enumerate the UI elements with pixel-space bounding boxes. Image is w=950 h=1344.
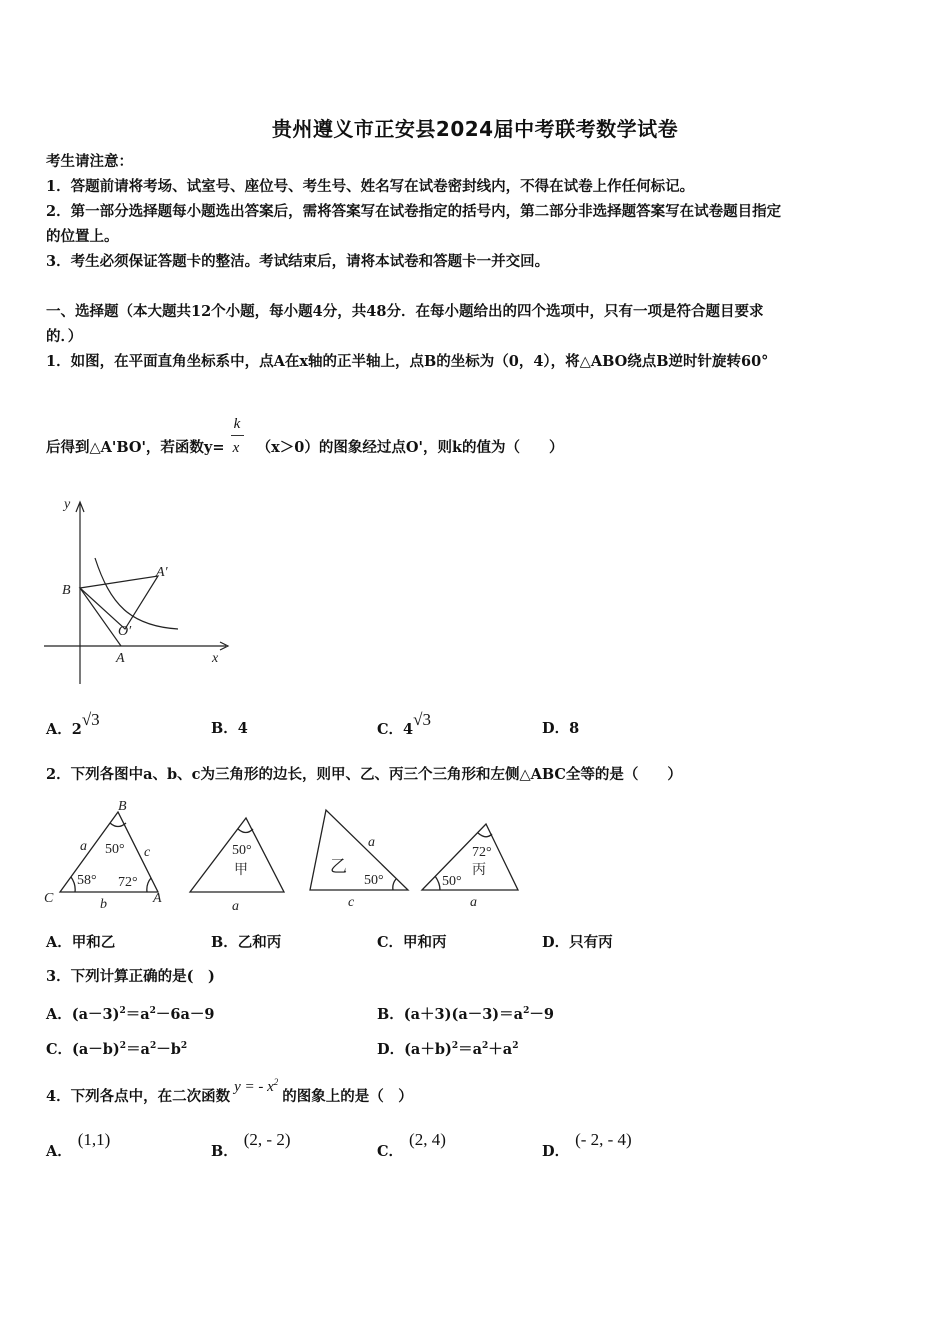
q4-option-d-point: (- 2, - 4) [575,1130,632,1149]
abc-angle-A: 72° [118,875,138,890]
notice-item-1: 1．答题前请将考场、试室号、座位号、考生号、姓名写在试卷密封线内，不得在试卷上作任何标记。 [46,178,695,195]
q4-stem-post: 的图象上的是（ ） [282,1088,413,1105]
q1-option-a-label: A．2 [46,721,82,738]
q1-coordinate-figure [40,494,240,694]
q3-b-pre: B．(a＋3)(a－3)＝a [377,1005,524,1023]
q4-option-a-point: (1,1) [77,1130,111,1149]
q3-c-post: －b [156,1040,181,1058]
bing-angle-50: 50° [442,874,462,889]
q4-option-b[interactable] [211,1130,291,1162]
abc-angle-B: 50° [105,842,125,857]
page-title: 贵州遵义市正安县2024届中考联考数学试卷 [271,117,679,141]
q1-option-a[interactable] [46,710,100,740]
q3-d-post: ＋a [488,1040,513,1058]
angle-arc-bing-50 [435,876,440,890]
label-B: B [62,583,71,598]
q4-option-a[interactable] [46,1130,111,1162]
bing-angle-72: 72° [472,845,492,860]
notice-item-2: 2．第一部分选择题每小题选出答案后，需将答案写在试卷指定的括号内，第二部分非选择题答案写在试卷题目指定 [46,203,782,220]
q3-c-pre: C．(a－b) [46,1040,120,1058]
q3-option-b[interactable] [377,1001,554,1025]
jia-side-a: a [232,899,239,914]
q4-stem-pre: 4．下列各点中，在二次函数 [46,1088,231,1105]
abc-label-c: c [144,845,151,860]
abc-label-C: C [44,891,54,906]
q4-stem [46,1077,413,1107]
abc-label-B: B [118,799,127,814]
section-heading: 一、选择题（本大题共12个小题，每小题4分，共48分．在每小题给出的四个选项中，只有一项是符合题目要求 [46,303,764,320]
label-x: x [212,651,219,666]
q1-fraction [230,416,246,458]
q3-b-sup: 2 [523,1006,530,1016]
bing-name: 丙 [472,863,486,878]
q4-option-c-label: C． [377,1143,404,1160]
q4-option-c[interactable] [377,1130,446,1162]
q3-d-mid: ＝a [458,1040,483,1058]
q3-a-post: －6a－9 [155,1005,215,1023]
angle-arc-A [147,878,151,892]
angle-arc-jia [238,829,253,833]
q1-stem-post: （x＞0）的图象经过点O'，则k的值为（ ） [256,439,564,456]
q1-frac-bar [231,435,244,436]
angle-arc-bing-72 [478,833,492,837]
q1-option-a-radical: √3 [81,710,100,729]
q3-d-sup2: 2 [482,1041,489,1051]
q3-a-mid: ＝a [125,1005,150,1023]
abc-label-a: a [80,839,87,854]
jia-angle: 50° [232,843,252,858]
abc-label-A: A [153,891,162,906]
q1-option-d-label: D．8 [542,720,580,737]
label-A: A [116,651,125,666]
q1-stem-cont [46,416,564,458]
q3-option-d[interactable] [377,1036,518,1060]
q3-option-c[interactable] [46,1036,187,1060]
q1-option-d[interactable] [542,719,579,739]
q1-option-b-label: B．4 [211,720,248,737]
yi-angle: 50° [364,873,384,888]
q3-a-pre: A．(a－3) [46,1005,120,1023]
yi-side-a: a [368,835,375,850]
label-O-prime: O′ [118,624,132,639]
yi-name: 乙 [330,857,347,876]
angle-arc-yi [393,879,396,890]
q3-d-sup3: 2 [512,1041,519,1051]
label-y: y [64,497,71,512]
notice-item-3: 3．考生必须保证答题卡的整洁。考试结束后，请将本试卷和答题卡一并交回。 [46,253,550,270]
q4-func-text: y = - x [234,1079,274,1095]
q3-d-pre: D．(a＋b) [377,1040,452,1058]
yi-side-c: c [348,895,355,910]
q2-option-b[interactable]: B．乙和丙 [211,934,282,951]
q4-option-b-label: B． [211,1143,238,1160]
triangle-yi [310,810,408,890]
q3-c-sup2: 2 [149,1041,157,1051]
q1-option-c-label: C．4 [377,721,414,738]
q3-a-sup1: 2 [119,1006,126,1016]
jia-name: 甲 [234,863,248,878]
section-heading-cont: 的．） [46,328,83,345]
q1-frac-num: k [233,416,241,432]
bing-side-a: a [470,895,477,910]
q4-option-c-point: (2, 4) [409,1130,446,1149]
abc-label-b: b [100,897,107,912]
q3-d-sup1: 2 [451,1041,459,1051]
q3-stem: 3．下列计算正确的是( ) [46,968,215,985]
angle-arc-C [71,877,75,892]
q4-option-b-point: (2, - 2) [243,1130,291,1149]
q1-option-b[interactable] [211,719,248,739]
q1-option-c[interactable] [377,710,431,740]
q3-c-sup1: 2 [119,1041,127,1051]
q2-option-c[interactable]: C．甲和丙 [377,934,447,951]
q1-stem-pre: 后得到△A'BO'，若函数y= [46,439,225,456]
q1-stem: 1．如图，在平面直角坐标系中，点A在x轴的正半轴上，点B的坐标为（0，4），将△ABO绕点B逆时针旋转60° [46,353,769,370]
q4-option-a-label: A． [46,1143,72,1160]
segment-BA [80,588,121,646]
notice-heading: 考生请注意： [46,153,133,170]
notice-item-2-cont: 的位置上。 [46,228,119,245]
q3-c-mid: ＝a [126,1040,150,1058]
abc-angle-C: 58° [77,873,97,888]
q2-option-d[interactable]: D．只有丙 [542,934,613,951]
q3-b-post: －9 [529,1005,554,1023]
q4-func-sup: 2 [273,1077,279,1087]
q3-c-sup3: 2 [180,1041,188,1051]
q3-option-a[interactable] [46,1001,214,1025]
label-A-prime: A′ [156,565,168,580]
q1-option-c-radical: √3 [413,710,431,729]
q3-a-sup2: 2 [149,1006,156,1016]
q4-function [234,1079,278,1095]
triangle-bing [422,824,518,890]
q1-frac-den: x [232,440,240,456]
q2-option-a[interactable]: A．甲和乙 [46,934,116,951]
q2-triangles-figure [40,796,530,916]
q4-option-d[interactable] [542,1130,632,1162]
triangle-A-prime-B-O-prime [80,576,158,629]
q4-option-d-label: D． [542,1143,570,1160]
q2-stem: 2．下列各图中a、b、c为三角形的边长，则甲、乙、丙三个三角形和左侧△ABC全等的是（ ） [46,766,682,783]
